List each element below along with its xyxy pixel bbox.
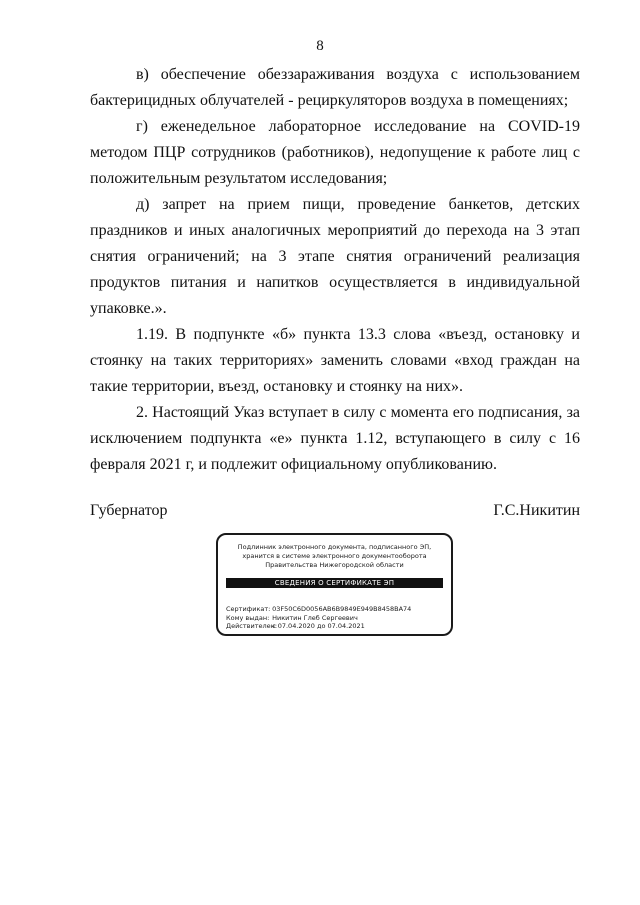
stamp-header-line: хранится в системе электронного документооборота — [242, 552, 427, 560]
paragraph-d: д) запрет на прием пищи, проведение банкетов, детских праздников и иных аналогичных мероприятий до перехода на 3 этап снятия ограничений; на 3 этапе снятия ограничений реализация продуктов питания и напитков осуществляется в индивидуальной упаковке.». — [90, 196, 580, 317]
stamp-valid-row — [226, 622, 445, 631]
stamp-certificate-row — [226, 605, 445, 614]
stamp-header — [224, 543, 445, 570]
paragraph-g: г) еженедельное лабораторное исследование на COVID-19 методом ПЦР сотрудников (работников), недопущение к работе лиц с положительным результатом исследования; — [90, 118, 580, 187]
issued-to-value: Никитин Глеб Сергеевич — [272, 613, 358, 622]
paragraph-1-19: 1.19. В подпункте «б» пункта 13.3 слова «въезд, остановку и стоянку на таких территориях» заменить словами «вход граждан на такие территории, въезд, остановку и стоянку на них». — [90, 326, 580, 395]
valid-value: с 07.04.2020 до 07.04.2021 — [272, 622, 365, 630]
certificate-label: Сертификат: — [226, 605, 271, 613]
document-body — [90, 62, 580, 478]
stamp-issued-to-row — [226, 614, 445, 623]
paragraph-v: в) обеспечение обеззараживания воздуха с использованием бактерицидных облучателей - рециркуляторов воздуха в помещениях; — [90, 66, 580, 109]
signatory-name: Г.С.Никитин — [493, 502, 580, 519]
stamp-header-line: Правительства Нижегородской области — [265, 561, 404, 569]
paragraph-2: 2. Настоящий Указ вступает в силу с момента его подписания, за исключением подпункта «е» пункта 1.12, вступающего в силу с 16 февраля 2021 г, и подлежит официальному опубликованию. — [90, 404, 580, 473]
stamp-fields — [226, 605, 445, 631]
signatory-position: Губернатор — [90, 502, 168, 519]
stamp-header-line: Подлинник электронного документа, подписанного ЭП, — [237, 543, 432, 551]
valid-label: Действителен: — [226, 622, 278, 630]
electronic-signature-stamp — [216, 533, 453, 636]
issued-to-label: Кому выдан: — [226, 613, 270, 622]
certificate-value: 03F50C6D0056AB6B9849E949B8458BA74 — [272, 605, 412, 613]
page-number: 8 — [316, 38, 324, 54]
stamp-certificate-bar: СВЕДЕНИЯ О СЕРТИФИКАТЕ ЭП — [226, 578, 443, 588]
